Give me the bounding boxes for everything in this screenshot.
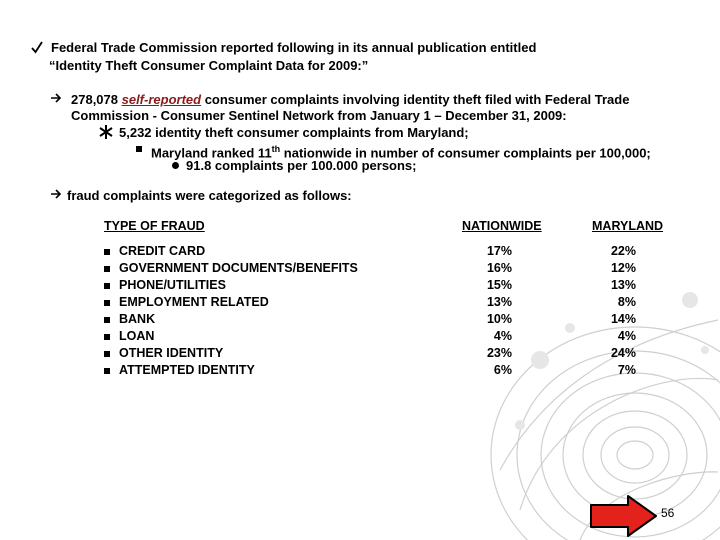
sub-point-per-capita: 91.8 complaints per 100.000 persons; (186, 158, 417, 173)
fraud-type-cell: GOVERNMENT DOCUMENTS/BENEFITS (119, 261, 358, 275)
maryland-cell: 12% (610, 261, 636, 275)
maryland-cell: 7% (617, 363, 636, 377)
star-bullet-icon (99, 124, 113, 140)
column-header-type: TYPE OF FRAUD (104, 219, 205, 233)
point-2-text: fraud complaints were categorized as follows: (67, 188, 352, 203)
fraud-type-column (119, 243, 358, 379)
maryland-cell: 8% (617, 295, 636, 309)
nationwide-cell: 10% (486, 312, 512, 326)
page-number: 56 (661, 506, 675, 520)
checkmark-icon (31, 41, 43, 54)
nationwide-cell: 23% (486, 346, 512, 360)
self-reported-emphasis: self-reported (121, 92, 202, 107)
nationwide-cell: 13% (486, 295, 512, 309)
nationwide-cell: 16% (486, 261, 512, 275)
square-bullet-icon (136, 146, 142, 152)
fraud-type-cell: CREDIT CARD (119, 244, 206, 258)
sub-point-maryland-complaints: 5,232 identity theft consumer complaints from Maryland; (119, 125, 469, 140)
point-1-line-2: Commission - Consumer Sentinel Network from January 1 – December 31, 2009: (71, 108, 567, 123)
maryland-column (594, 243, 636, 379)
fraud-type-cell: LOAN (119, 329, 155, 343)
arrow-bullet-icon (50, 93, 62, 103)
nationwide-cell: 6% (493, 363, 512, 377)
fraud-type-cell: PHONE/UTILITIES (119, 278, 226, 292)
square-bullet-icon (104, 345, 112, 362)
square-bullet-icon (104, 277, 112, 294)
square-bullet-icon (104, 260, 112, 277)
square-bullet-icon (104, 362, 112, 379)
fraud-type-bullets (104, 243, 112, 379)
maryland-cell: 4% (617, 329, 636, 343)
square-bullet-icon (104, 243, 112, 260)
header-line-2: “Identity Theft Consumer Complaint Data for 2009:” (49, 58, 369, 73)
maryland-cell: 13% (610, 278, 636, 292)
sub-point-maryland-rank: Maryland ranked 11th nationwide in number of consumer complaints per 100,000; (151, 144, 651, 161)
fraud-type-cell: EMPLOYMENT RELATED (119, 295, 269, 309)
square-bullet-icon (104, 311, 112, 328)
square-bullet-icon (104, 328, 112, 345)
column-header-nationwide: NATIONWIDE (462, 219, 542, 233)
arrow-bullet-icon (50, 189, 62, 199)
nationwide-cell: 4% (493, 329, 512, 343)
maryland-cell: 22% (610, 244, 636, 258)
maryland-cell: 24% (610, 346, 636, 360)
fraud-type-cell: OTHER IDENTITY (119, 346, 224, 360)
maryland-cell: 14% (610, 312, 636, 326)
next-arrow-icon[interactable] (588, 494, 660, 538)
nationwide-column (470, 243, 512, 379)
square-bullet-icon (104, 294, 112, 311)
nationwide-cell: 15% (486, 278, 512, 292)
circle-bullet-icon (172, 162, 179, 169)
column-header-maryland: MARYLAND (592, 219, 664, 233)
point-1-line-1: 278,078 self-reported consumer complaints involving identity theft filed with Federal Trade (71, 92, 630, 107)
fraud-type-cell: BANK (119, 312, 156, 326)
fraud-type-cell: ATTEMPTED IDENTITY (119, 363, 255, 377)
nationwide-cell: 17% (486, 244, 512, 258)
header-line-1: Federal Trade Commission reported following in its annual publication entitled (51, 40, 537, 55)
